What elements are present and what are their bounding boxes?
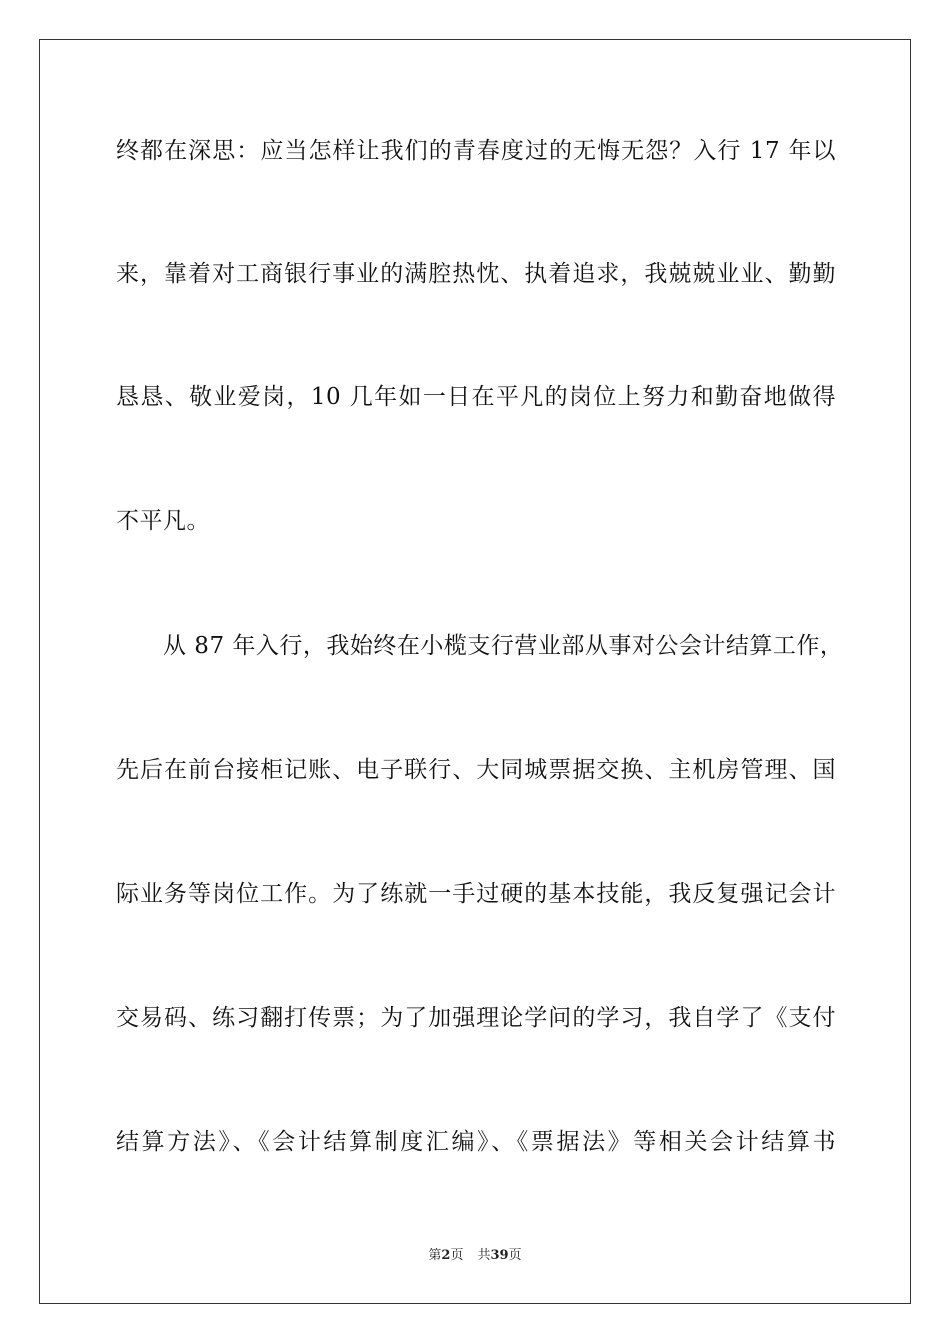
text-line: 交易码、练习翻打传票；为了加强理论学问的学习，我自学了《支付 [116, 1005, 836, 1031]
text-line: 恳恳、敬业爱岗，10 几年如一日在平凡的岗位上努力和勤奋地做得 [116, 384, 836, 410]
text-line: 从 87 年入行，我始终在小榄支行营业部从事对公会计结算工作， [163, 633, 844, 659]
total-pages: 39 [490, 1248, 509, 1263]
total-prefix: 共 [477, 1248, 491, 1263]
text-line: 终都在深思：应当怎样让我们的青春度过的无悔无怨？入行 17 年以 [116, 138, 836, 164]
total-suffix: 页 [508, 1248, 522, 1263]
text-line: 先后在前台接柜记账、电子联行、大同城票据交换、主机房管理、国 [116, 757, 836, 783]
page-prefix: 第 [428, 1248, 442, 1263]
page-footer [0, 1247, 950, 1265]
text-line: 来，靠着对工商银行事业的满腔热忱、执着追求，我兢兢业业、勤勤 [116, 261, 836, 287]
text-line: 结算方法》、《会计结算制度汇编》、《票据法》等相关会计结算书 [116, 1129, 836, 1155]
text-line: 际业务等岗位工作。为了练就一手过硬的基本技能，我反复强记会计 [116, 881, 836, 907]
text-line: 不平凡。 [116, 508, 210, 534]
page-suffix: 页 [450, 1248, 464, 1263]
page-border [39, 39, 911, 1304]
page-number: 2 [441, 1248, 451, 1263]
